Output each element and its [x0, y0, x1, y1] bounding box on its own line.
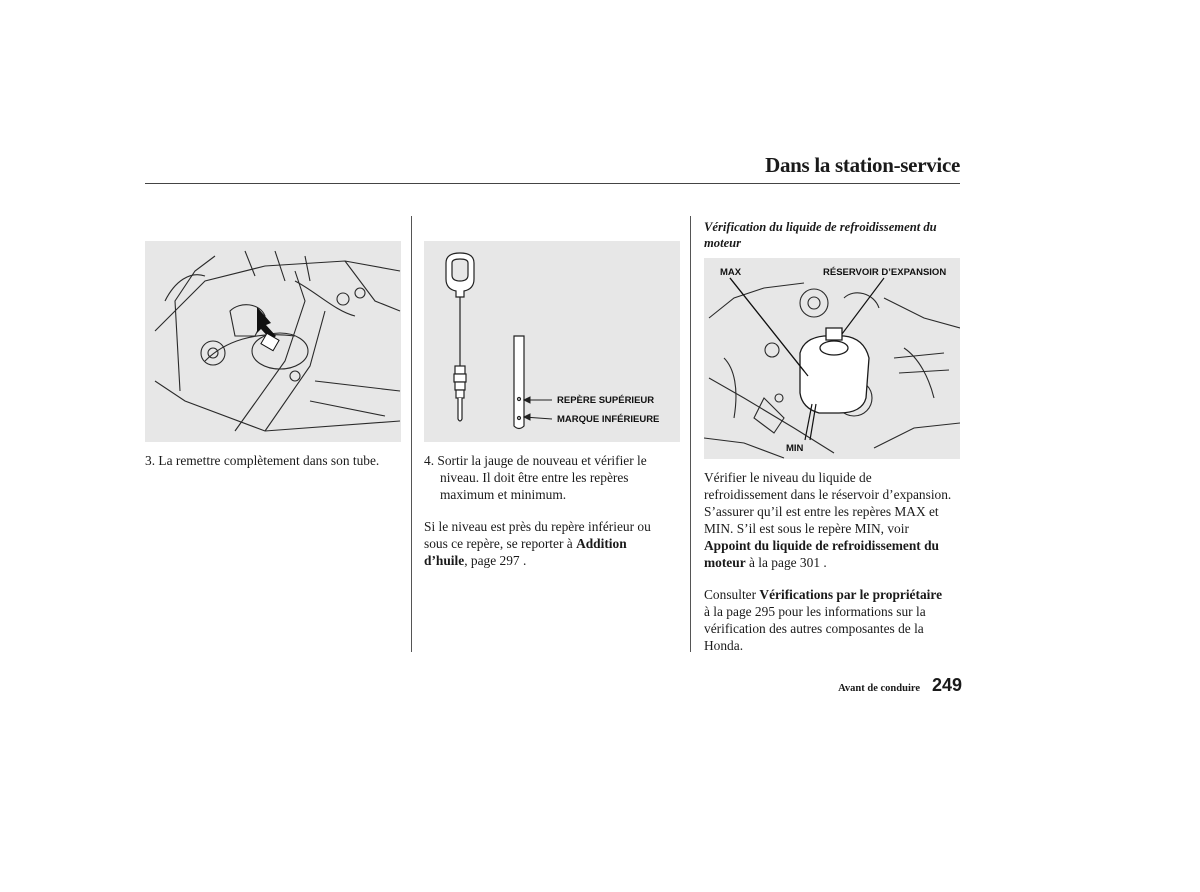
paragraph-line: vérification des autres composantes de la	[704, 621, 924, 636]
reference-link-appoint-liquide[interactable]: Appoint du liquide de refroidissement du	[704, 538, 940, 553]
column-divider-right	[690, 216, 691, 652]
figure-coolant-reservoir	[704, 258, 960, 459]
step-4-line: 4. Sortir la jauge de nouveau et vérifier le	[424, 453, 647, 468]
column-divider-left	[411, 216, 412, 652]
engine-illustration-1	[145, 241, 401, 442]
label-lower-mark: MARQUE INFÉRIEURE	[557, 414, 660, 425]
paragraph-line: Vérifier le niveau du liquide de	[704, 470, 872, 485]
arrow-icon	[257, 307, 279, 351]
paragraph-line: S’assurer qu’il est entre les repères MAX et	[704, 504, 939, 519]
step-4-text	[424, 452, 686, 503]
paragraph-line	[704, 537, 966, 554]
figure-dipstick	[424, 241, 680, 442]
paragraph-line: Honda.	[704, 638, 744, 653]
paragraph-line: refroidissement dans le réservoir d’expansion.	[704, 487, 952, 502]
label-upper-mark: REPÈRE SUPÉRIEUR	[557, 395, 655, 406]
label-min: MIN	[786, 443, 804, 454]
reference-link-addition-huile-2[interactable]: d’huile	[424, 553, 465, 568]
paragraph-line: à la page 295 pour les informations sur la	[704, 604, 926, 619]
reference-link-verifications[interactable]: Vérifications par le propriétaire	[759, 587, 943, 602]
page-number: 249	[931, 675, 962, 695]
label-max: MAX	[720, 267, 742, 278]
figure-caption	[704, 219, 962, 251]
step-4-line: niveau. Il doit être entre les repères	[440, 470, 629, 485]
paragraph-line	[704, 554, 966, 571]
paragraph-text: à la page 301 .	[745, 555, 827, 570]
caption-line: Vérification du liquide de refroidissement du	[704, 220, 937, 234]
dipstick-illustration	[424, 241, 680, 442]
paragraph-line	[424, 552, 686, 569]
paragraph-text: Consulter	[704, 587, 760, 602]
reference-link-appoint-liquide-2[interactable]: moteur	[704, 555, 746, 570]
oil-level-paragraph	[424, 518, 686, 569]
step-3-text: 3. La remettre complètement dans son tube.	[145, 453, 380, 468]
paragraph-text: sous ce repère, se reporter à	[424, 536, 577, 551]
coolant-illustration	[704, 258, 960, 459]
reference-link-addition-huile[interactable]: Addition	[576, 536, 627, 551]
paragraph-line	[704, 586, 966, 603]
step-4-line: maximum et minimum.	[440, 487, 567, 502]
reservoir-tank	[800, 328, 869, 413]
label-reservoir: RÉSERVOIR D’EXPANSION	[823, 267, 947, 278]
figure-dipstick-insert	[145, 241, 401, 442]
paragraph-line	[424, 535, 686, 552]
caption-line: moteur	[704, 236, 742, 250]
owner-checks-paragraph	[704, 586, 966, 654]
footer-section-name: Avant de conduire	[838, 683, 920, 694]
header-rule	[145, 183, 960, 184]
page-title: Dans la station-service	[765, 153, 960, 177]
coolant-paragraph	[704, 469, 966, 571]
paragraph-line: Si le niveau est près du repère inférieur ou	[424, 519, 651, 534]
paragraph-line: MIN. S’il est sous le repère MIN, voir	[704, 521, 909, 536]
paragraph-text: , page 297 .	[464, 553, 527, 568]
